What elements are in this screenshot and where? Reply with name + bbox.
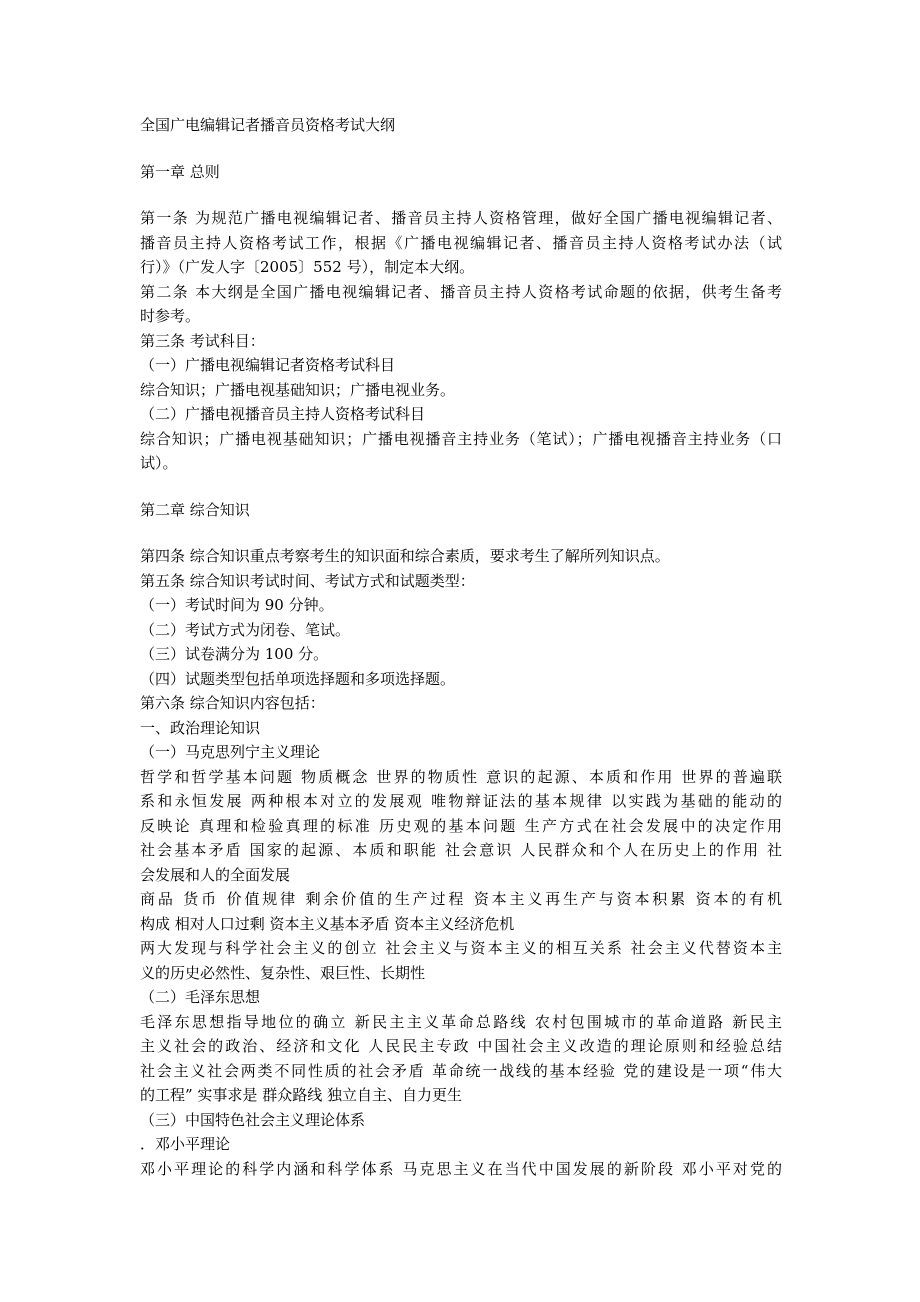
topic-line: 义的历史必然性、复杂性、艰巨性、长期性 [140, 963, 426, 982]
section-heading: 一、政治理论知识 [140, 718, 261, 737]
topic-line: 哲学和哲学基本问题 物质概念 世界的物质性 意识的起源、本质和作用 世界的普遍联 [140, 767, 782, 786]
article-1-line: 行）》（广发人字〔2005〕552 号），制定本大纲。 [140, 258, 475, 276]
topic-line: 反映论 真理和检验真理的标准 历史观的基本问题 生产方式在社会发展中的决定作用 [140, 816, 782, 835]
topic-line: 系和永恒发展 两种根本对立的发展观 唯物辩证法的基本规律 以实践为基础的能动的 [140, 792, 782, 810]
topic-line: 毛泽东思想指导地位的确立 新民主主义革命总路线 农村包围城市的革命道路 新民主 [140, 1012, 782, 1031]
article-1-line: 播音员主持人资格考试工作，根据《广播电视编辑记者、播音员主持人资格考试办法（试 [140, 233, 782, 252]
article-4: 第四条 综合知识重点考察考生的知识面和综合素质，要求考生了解所列知识点。 [140, 547, 670, 565]
spacer [140, 476, 782, 498]
topic-line: 会发展和人的全面发展 [140, 865, 291, 884]
subsection-heading: ．邓小平理论 [140, 1135, 231, 1153]
article-3-subject-list: 综合知识；广播电视基础知识；广播电视业务。 [140, 380, 456, 399]
article-3-subject-list: 试）。 [140, 454, 178, 472]
article-2-line: 时参考。 [140, 307, 201, 325]
article-3-subheading: （二）广播电视播音员主持人资格考试科目 [140, 405, 426, 423]
spacer [140, 138, 782, 160]
topic-line: 商品 货币 价值规律 剩余价值的生产过程 资本主义再生产与资本积累 资本的有机 [140, 890, 782, 908]
topic-line: 社会基本矛盾 国家的起源、本质和职能 社会意识 人民群众和个人在历史上的作用 社 [140, 841, 782, 859]
document-title: 全国广电编辑记者播音员资格考试大纲 [140, 116, 396, 134]
spacer [140, 522, 782, 544]
subsection-heading: （一）马克思列宁主义理论 [140, 743, 321, 761]
subsection-heading: （二）毛泽东思想 [140, 988, 261, 1006]
article-6: 第六条 综合知识内容包括： [140, 694, 325, 712]
article-1-line: 第一条 为规范广播电视编辑记者、播音员主持人资格管理，做好全国广播电视编辑记者、 [140, 209, 782, 227]
chapter-heading: 第一章 总则 [140, 162, 220, 181]
article-5-item: （二）考试方式为闭卷、笔试。 [140, 620, 351, 639]
article-2-line: 第二条 本大纲是全国广播电视编辑记者、播音员主持人资格考试命题的依据，供考生备考 [140, 282, 782, 301]
article-5-item: （四）试题类型包括单项选择题和多项选择题。 [140, 669, 456, 688]
topic-line: 的工程” 实事求是 群众路线 独立自主、自力更生 [140, 1086, 462, 1104]
article-3-subject-list: 综合知识；广播电视基础知识；广播电视播音主持业务（笔试）；广播电视播音主持业务（口 [140, 429, 782, 448]
article-5-item: （三）试卷满分为 100 分。 [140, 645, 329, 663]
topic-line: 两大发现与科学社会主义的创立 社会主义与资本主义的相互关系 社会主义代替资本主 [140, 939, 782, 957]
article-3-subheading: （一）广播电视编辑记者资格考试科目 [140, 356, 396, 374]
article-3: 第三条 考试科目： [140, 331, 265, 350]
chapter-heading: 第二章 综合知识 [140, 500, 250, 519]
topic-line: 主义社会的政治、经济和文化 人民民主专政 中国社会主义改造的理论原则和经验总结 [140, 1037, 782, 1055]
topic-line: 邓小平理论的科学内涵和科学体系 马克思主义在当代中国发展的新阶段 邓小平对党的 [140, 1159, 782, 1178]
topic-line: 社会主义社会两类不同性质的社会矛盾 革命统一战线的基本经验 党的建设是一项“伟大 [140, 1061, 782, 1080]
spacer [140, 184, 782, 206]
subsection-heading: （三）中国特色社会主义理论体系 [140, 1110, 366, 1129]
document-page [140, 113, 782, 1181]
article-5: 第五条 综合知识考试时间、考试方式和试题类型： [140, 571, 475, 590]
topic-line: 构成 相对人口过剩 资本主义基本矛盾 资本主义经济危机 [140, 914, 515, 933]
article-5-item: （一）考试时间为 90 分钟。 [140, 596, 334, 614]
